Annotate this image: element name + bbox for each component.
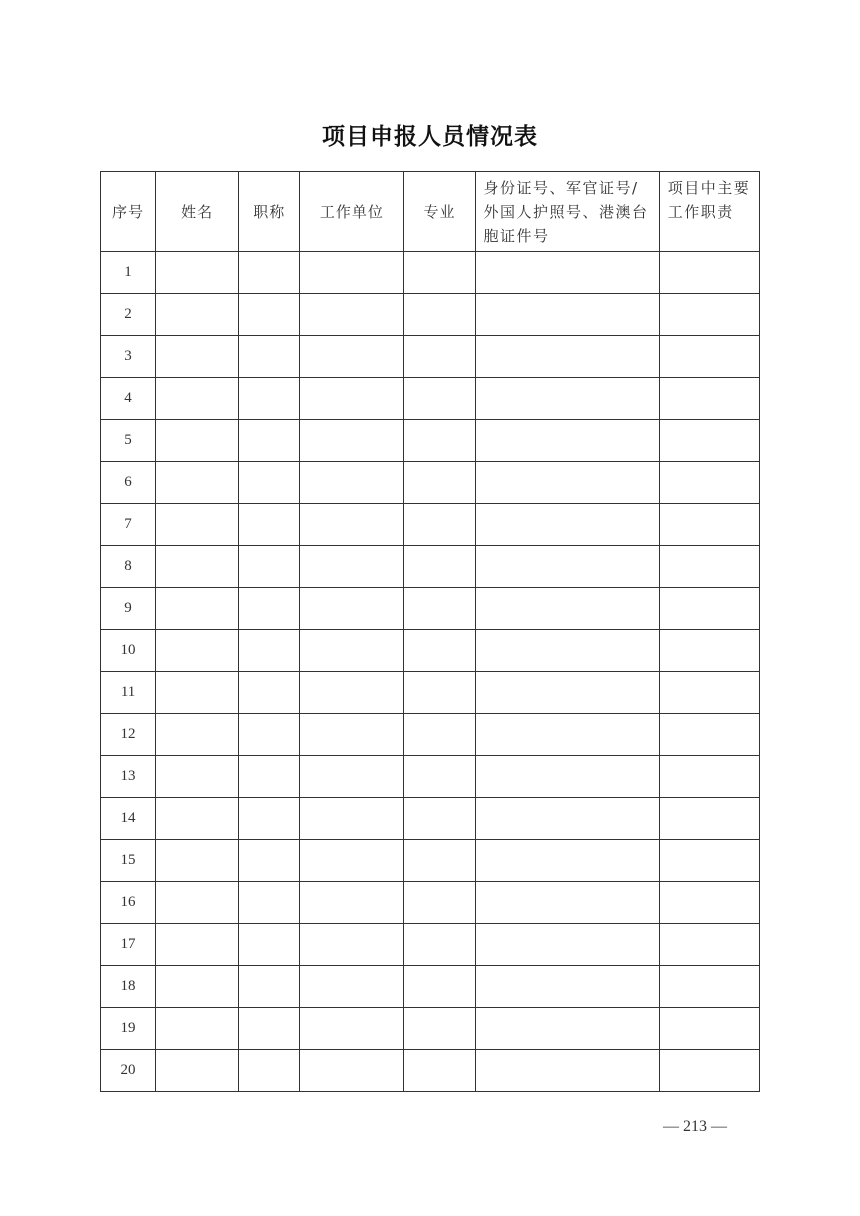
cell-specialty[interactable]: [404, 588, 475, 630]
table-header-row: [101, 172, 760, 252]
cell-employer[interactable]: [300, 462, 404, 504]
cell-title[interactable]: [239, 798, 300, 840]
row-seq-cell: 9: [101, 588, 156, 630]
cell-id-number[interactable]: [475, 1050, 659, 1092]
cell-employer[interactable]: [300, 252, 404, 294]
cell-title[interactable]: [239, 882, 300, 924]
row-seq-cell: 20: [101, 1050, 156, 1092]
cell-employer[interactable]: [300, 756, 404, 798]
cell-name[interactable]: [156, 588, 239, 630]
cell-specialty[interactable]: [404, 1008, 475, 1050]
table-row: [101, 336, 760, 378]
row-seq-cell: 11: [101, 672, 156, 714]
cell-title[interactable]: [239, 378, 300, 420]
cell-id-number[interactable]: [475, 336, 659, 378]
row-seq-cell: 17: [101, 924, 156, 966]
table-row: [101, 924, 760, 966]
cell-specialty[interactable]: [404, 294, 475, 336]
cell-title[interactable]: [239, 462, 300, 504]
row-seq-cell: 18: [101, 966, 156, 1008]
table-row: [101, 1008, 760, 1050]
cell-name[interactable]: [156, 336, 239, 378]
cell-responsibility[interactable]: [659, 252, 759, 294]
cell-specialty[interactable]: [404, 1050, 475, 1092]
cell-name[interactable]: [156, 504, 239, 546]
cell-name[interactable]: [156, 1050, 239, 1092]
row-seq-cell: 14: [101, 798, 156, 840]
header-title: 职称: [239, 172, 300, 252]
row-seq-cell: 1: [101, 252, 156, 294]
cell-employer[interactable]: [300, 1050, 404, 1092]
cell-responsibility[interactable]: [659, 420, 759, 462]
cell-id-number[interactable]: [475, 504, 659, 546]
cell-employer[interactable]: [300, 840, 404, 882]
cell-responsibility[interactable]: [659, 462, 759, 504]
table-row: [101, 1050, 760, 1092]
cell-employer[interactable]: [300, 630, 404, 672]
cell-specialty[interactable]: [404, 336, 475, 378]
cell-specialty[interactable]: [404, 630, 475, 672]
cell-responsibility[interactable]: [659, 672, 759, 714]
table-body: [101, 252, 760, 1092]
cell-name[interactable]: [156, 840, 239, 882]
cell-specialty[interactable]: [404, 462, 475, 504]
cell-title[interactable]: [239, 714, 300, 756]
cell-title[interactable]: [239, 588, 300, 630]
cell-id-number[interactable]: [475, 714, 659, 756]
table-row: [101, 504, 760, 546]
cell-responsibility[interactable]: [659, 882, 759, 924]
cell-responsibility[interactable]: [659, 798, 759, 840]
cell-specialty[interactable]: [404, 756, 475, 798]
table-row: [101, 252, 760, 294]
cell-name[interactable]: [156, 420, 239, 462]
cell-employer[interactable]: [300, 966, 404, 1008]
page-number: — 213 —: [663, 1118, 727, 1135]
table-row: [101, 798, 760, 840]
table-row: [101, 420, 760, 462]
cell-id-number[interactable]: [475, 252, 659, 294]
cell-name[interactable]: [156, 924, 239, 966]
personnel-table: [100, 171, 760, 1092]
cell-id-number[interactable]: [475, 798, 659, 840]
cell-specialty[interactable]: [404, 420, 475, 462]
cell-title[interactable]: [239, 630, 300, 672]
row-seq-cell: 12: [101, 714, 156, 756]
cell-id-number[interactable]: [475, 294, 659, 336]
cell-responsibility[interactable]: [659, 840, 759, 882]
cell-id-number[interactable]: [475, 756, 659, 798]
cell-employer[interactable]: [300, 336, 404, 378]
cell-title[interactable]: [239, 252, 300, 294]
cell-title[interactable]: [239, 294, 300, 336]
table-row: [101, 882, 760, 924]
cell-employer[interactable]: [300, 294, 404, 336]
cell-responsibility[interactable]: [659, 336, 759, 378]
cell-employer[interactable]: [300, 714, 404, 756]
cell-responsibility[interactable]: [659, 1008, 759, 1050]
cell-employer[interactable]: [300, 378, 404, 420]
cell-id-number[interactable]: [475, 840, 659, 882]
cell-name[interactable]: [156, 1008, 239, 1050]
cell-employer[interactable]: [300, 1008, 404, 1050]
row-seq-cell: 7: [101, 504, 156, 546]
cell-name[interactable]: [156, 966, 239, 1008]
cell-specialty[interactable]: [404, 672, 475, 714]
row-seq-cell: 4: [101, 378, 156, 420]
table-row: [101, 630, 760, 672]
cell-title[interactable]: [239, 966, 300, 1008]
cell-responsibility[interactable]: [659, 294, 759, 336]
cell-specialty[interactable]: [404, 966, 475, 1008]
row-seq-cell: 13: [101, 756, 156, 798]
table-row: [101, 840, 760, 882]
header-responsibility: 项目中主要工作职责: [659, 172, 759, 252]
cell-employer[interactable]: [300, 672, 404, 714]
table-row: [101, 378, 760, 420]
cell-title[interactable]: [239, 504, 300, 546]
cell-title[interactable]: [239, 546, 300, 588]
cell-name[interactable]: [156, 630, 239, 672]
cell-specialty[interactable]: [404, 546, 475, 588]
table-row: [101, 588, 760, 630]
row-seq-cell: 6: [101, 462, 156, 504]
cell-name[interactable]: [156, 462, 239, 504]
cell-title[interactable]: [239, 840, 300, 882]
cell-specialty[interactable]: [404, 252, 475, 294]
cell-specialty[interactable]: [404, 882, 475, 924]
page-title: 项目申报人员情况表: [322, 124, 538, 150]
cell-specialty[interactable]: [404, 378, 475, 420]
cell-name[interactable]: [156, 672, 239, 714]
cell-specialty[interactable]: [404, 798, 475, 840]
cell-title[interactable]: [239, 336, 300, 378]
cell-title[interactable]: [239, 756, 300, 798]
cell-name[interactable]: [156, 378, 239, 420]
header-name: 姓名: [156, 172, 239, 252]
row-seq-cell: 5: [101, 420, 156, 462]
cell-employer[interactable]: [300, 798, 404, 840]
cell-name[interactable]: [156, 294, 239, 336]
cell-responsibility[interactable]: [659, 924, 759, 966]
cell-responsibility[interactable]: [659, 630, 759, 672]
cell-name[interactable]: [156, 714, 239, 756]
row-seq-cell: 8: [101, 546, 156, 588]
cell-id-number[interactable]: [475, 672, 659, 714]
cell-specialty[interactable]: [404, 840, 475, 882]
cell-id-number[interactable]: [475, 1008, 659, 1050]
cell-title[interactable]: [239, 1008, 300, 1050]
row-seq-cell: 19: [101, 1008, 156, 1050]
cell-id-number[interactable]: [475, 924, 659, 966]
cell-id-number[interactable]: [475, 966, 659, 1008]
row-seq-cell: 10: [101, 630, 156, 672]
cell-name[interactable]: [156, 252, 239, 294]
cell-employer[interactable]: [300, 882, 404, 924]
cell-responsibility[interactable]: [659, 588, 759, 630]
cell-name[interactable]: [156, 756, 239, 798]
table-row: [101, 756, 760, 798]
cell-name[interactable]: [156, 546, 239, 588]
cell-responsibility[interactable]: [659, 504, 759, 546]
cell-name[interactable]: [156, 882, 239, 924]
cell-id-number[interactable]: [475, 882, 659, 924]
table-row: [101, 672, 760, 714]
cell-specialty[interactable]: [404, 714, 475, 756]
cell-name[interactable]: [156, 798, 239, 840]
cell-id-number[interactable]: [475, 588, 659, 630]
row-seq-cell: 16: [101, 882, 156, 924]
table-row: [101, 966, 760, 1008]
cell-id-number[interactable]: [475, 420, 659, 462]
cell-specialty[interactable]: [404, 504, 475, 546]
cell-responsibility[interactable]: [659, 1050, 759, 1092]
header-specialty: 专业: [404, 172, 475, 252]
table-row: [101, 462, 760, 504]
row-seq-cell: 15: [101, 840, 156, 882]
cell-employer[interactable]: [300, 504, 404, 546]
header-id-number: 身份证号、军官证号/外国人护照号、港澳台胞证件号: [475, 172, 659, 252]
cell-responsibility[interactable]: [659, 714, 759, 756]
row-seq-cell: 2: [101, 294, 156, 336]
cell-title[interactable]: [239, 924, 300, 966]
cell-title[interactable]: [239, 420, 300, 462]
cell-id-number[interactable]: [475, 378, 659, 420]
cell-responsibility[interactable]: [659, 546, 759, 588]
cell-title[interactable]: [239, 672, 300, 714]
table-row: [101, 714, 760, 756]
cell-responsibility[interactable]: [659, 966, 759, 1008]
table-row: [101, 546, 760, 588]
cell-employer[interactable]: [300, 588, 404, 630]
cell-responsibility[interactable]: [659, 756, 759, 798]
cell-specialty[interactable]: [404, 924, 475, 966]
header-seq: 序号: [101, 172, 156, 252]
row-seq-cell: 3: [101, 336, 156, 378]
header-employer: 工作单位: [300, 172, 404, 252]
cell-title[interactable]: [239, 1050, 300, 1092]
cell-employer[interactable]: [300, 546, 404, 588]
cell-responsibility[interactable]: [659, 378, 759, 420]
cell-id-number[interactable]: [475, 630, 659, 672]
cell-id-number[interactable]: [475, 546, 659, 588]
cell-employer[interactable]: [300, 924, 404, 966]
cell-id-number[interactable]: [475, 462, 659, 504]
table-row: [101, 294, 760, 336]
cell-employer[interactable]: [300, 420, 404, 462]
